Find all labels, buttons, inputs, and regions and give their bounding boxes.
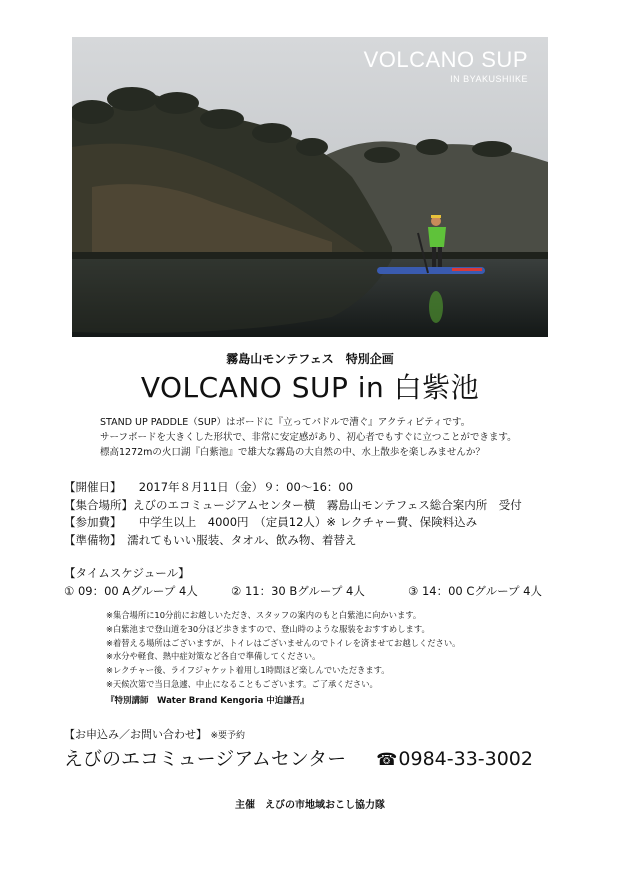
phone-number: 0984-33-3002 xyxy=(398,748,533,770)
note-item: ※白紫池まで登山道を30分ほど歩きますので、登山時のような服装をおすすめします。 xyxy=(106,623,430,634)
detail-label: 【開催日】 xyxy=(64,480,116,494)
organizer: 主催 えびの市地域おこし協力隊 xyxy=(235,800,385,811)
schedule-heading: 【タイムスケジュール】 xyxy=(64,566,190,580)
note-item: ※集合場所に10分前にお越しいただき、スタッフの案内のもと白紫池に向かいます。 xyxy=(106,610,422,620)
detail-label: 【参加費】 xyxy=(64,515,116,529)
detail-value: 中学生以上 4000円 （定員12人）※ レクチャー費、保険料込み xyxy=(115,515,478,529)
hero-photo xyxy=(72,37,548,337)
contact-phone xyxy=(376,748,533,770)
intro-text xyxy=(100,415,517,460)
note-item: ※水分や軽食、熱中症対策など各自で準備してください。 xyxy=(106,651,321,662)
intro-line: STAND UP PADDLE（SUP）はボードに『立ってパドルで漕ぐ』アクティビティです。 xyxy=(100,417,471,428)
event-details xyxy=(64,479,522,549)
photo-subtitle: IN BYAKUSHIIKE xyxy=(450,74,528,84)
event-kicker: 霧島山モンテフェス 特別企画 xyxy=(226,352,394,366)
detail-items xyxy=(64,532,522,550)
contact-heading-label: 【お申込み／お問い合わせ】 xyxy=(64,728,207,741)
detail-fee xyxy=(64,514,522,532)
schedule-item: ② 11：30 Bグループ 4人 xyxy=(231,584,365,598)
schedule-item: ③ 14：00 Cグループ 4人 xyxy=(408,584,542,598)
photo-title: VOLCANO SUP xyxy=(363,47,528,72)
instructor-credit: 『特別講師 Water Brand Kengoria 中迫謙吾』 xyxy=(106,696,309,706)
detail-value: 濡れてもいい服装、タオル、飲み物、着替え xyxy=(115,532,357,547)
contact-heading xyxy=(64,726,245,742)
intro-line: 標高1272mの火口湖『白紫池』で雄大な霧島の大自然の中、水上散歩を楽しみませんか？ xyxy=(100,447,485,458)
detail-label: 【準備物】 xyxy=(64,532,116,547)
main-title: VOLCANO SUP in 白紫池 xyxy=(140,371,480,404)
detail-value: 2017年８月11日（金）９：00〜16：00 xyxy=(115,480,354,494)
schedule-item: ① 09：00 Aグループ 4人 xyxy=(64,584,198,598)
schedule-row xyxy=(64,582,542,600)
note-item: ※天候次第で当日急遽、中止になることもございます。ご了承ください。 xyxy=(106,678,378,689)
notes-list xyxy=(106,609,460,692)
schedule xyxy=(64,564,542,600)
detail-place xyxy=(64,497,522,515)
note-item: ※レクチャー後、ライフジャケット着用し1時間ほど楽しんでいただきます。 xyxy=(106,665,390,676)
intro-line: サーフボードを大きくした形状で、非常に安定感があり、初心者でもすぐに立つことができます。 xyxy=(100,432,517,443)
phone-icon: ☎ xyxy=(376,750,398,770)
contact-info xyxy=(64,744,533,771)
detail-label: 【集合場所】 xyxy=(64,497,133,512)
note-item: ※着替える場所はございますが、トイレはございませんのでトイレを済ませてお越しください。 xyxy=(106,637,461,648)
contact-name: えびのエコミュージアムセンター xyxy=(64,748,347,770)
detail-date xyxy=(64,479,522,497)
reservation-note: ※要予約 xyxy=(210,731,246,741)
detail-value: えびのエコミュージアムセンター横 霧島山モンテフェス総合案内所 受付 xyxy=(133,497,522,512)
